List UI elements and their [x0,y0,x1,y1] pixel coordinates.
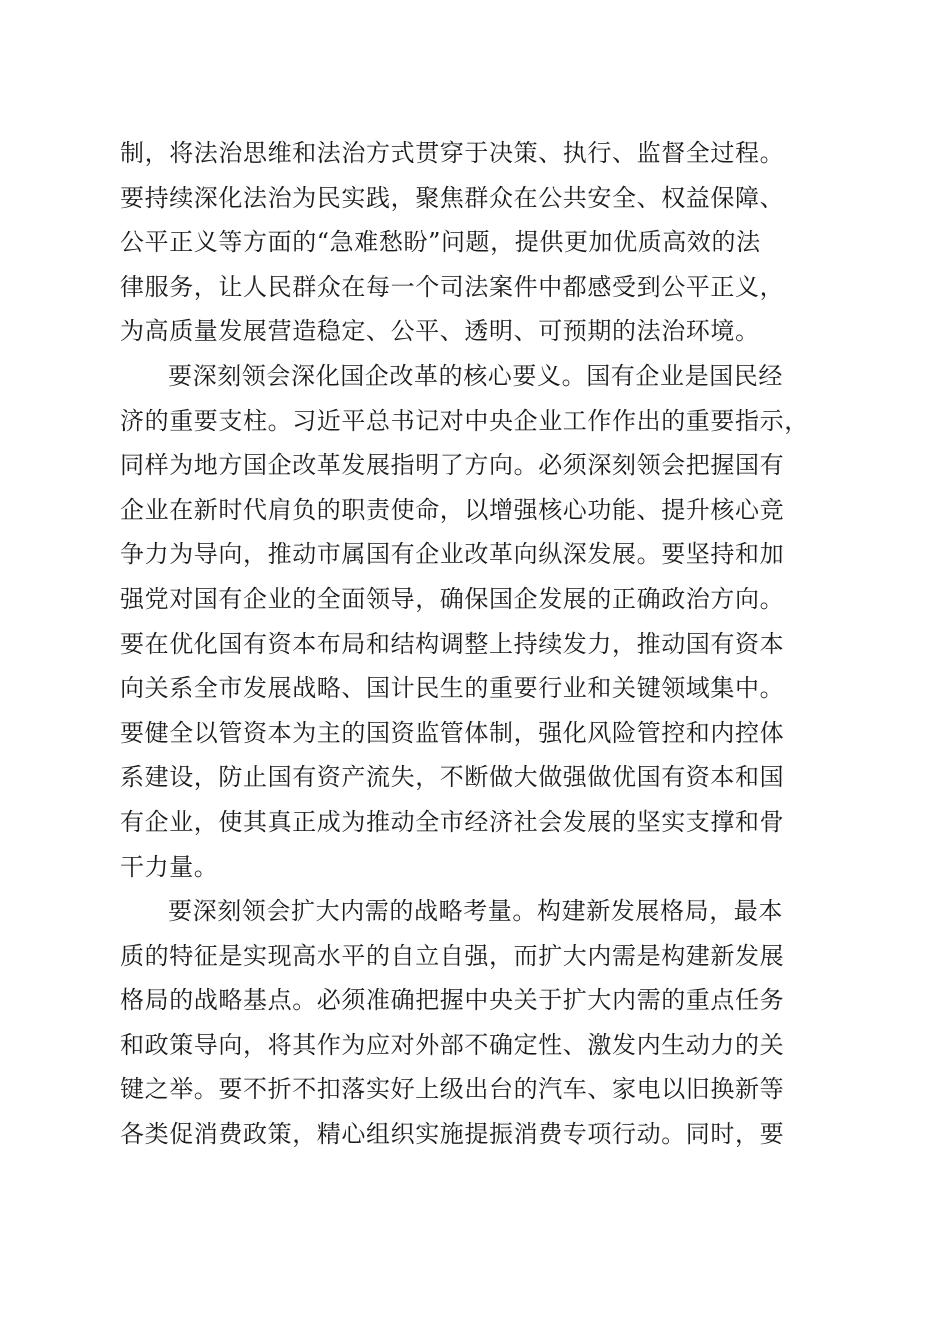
paragraph-line: 济的重要支柱。习近平总书记对中央企业工作作出的重要指示， [120,406,809,435]
document-body [120,131,832,1157]
paragraph-line: 键之举。要不折不扣落实好上级出台的汽车、家电以旧换新等 [120,1075,785,1104]
paragraph-line: 强党对国有企业的全面领导，确保国企发展的正确政治方向。 [120,584,785,613]
paragraph-line: 制，将法治思维和法治方式贯穿于决策、执行、监督全过程。 [120,139,785,167]
paragraph-line: 要在优化国有资本布局和结构调整上持续发力，推动国有资本 [120,629,785,658]
paragraph-line: 要深刻领会扩大内需的战略考量。构建新发展格局，最本 [168,897,783,926]
paragraph-line: 为高质量发展营造稳定、公平、透明、可预期的法治环境。 [120,317,760,346]
paragraph-1 [120,131,832,354]
paragraph-line: 有企业，使其真正成为推动全市经济社会发展的坚实支撑和骨 [120,807,785,836]
paragraph-3 [120,889,832,1157]
paragraph-line: 公平正义等方面的“急难愁盼”问题，提供更加优质高效的法 [120,228,761,257]
paragraph-line: 要健全以管资本为主的国资监管体制，强化风险管控和内控体 [120,718,785,747]
paragraph-line: 干力量。 [120,852,219,881]
paragraph-line: 争力为导向，推动市属国有企业改革向纵深发展。要坚持和加 [120,540,785,569]
paragraph-line: 系建设，防止国有资产流失，不断做大做强做优国有资本和国 [120,763,785,792]
paragraph-line: 格局的战略基点。必须准确把握中央关于扩大内需的重点任务 [120,986,785,1015]
paragraph-line: 质的特征是实现高水平的自立自强，而扩大内需是构建新发展 [120,941,785,970]
paragraph-line: 企业在新时代肩负的职责使命，以增强核心功能、提升核心竞 [120,495,785,524]
paragraph-line: 要持续深化法治为民实践，聚焦群众在公共安全、权益保障、 [120,183,785,212]
paragraph-line: 向关系全市发展战略、国计民生的重要行业和关键领域集中。 [120,674,785,703]
paragraph-line: 同样为地方国企改革发展指明了方向。必须深刻领会把握国有 [120,451,785,480]
paragraph-line: 和政策导向，将其作为应对外部不确定性、激发内生动力的关 [120,1030,785,1059]
paragraph-line: 要深刻领会深化国企改革的核心要义。国有企业是国民经 [168,361,783,390]
paragraph-2 [120,354,832,889]
paragraph-line: 各类促消费政策，精心组织实施提振消费专项行动。同时，要 [120,1120,785,1149]
paragraph-line: 律服务，让人民群众在每一个司法案件中都感受到公平正义， [120,272,785,301]
